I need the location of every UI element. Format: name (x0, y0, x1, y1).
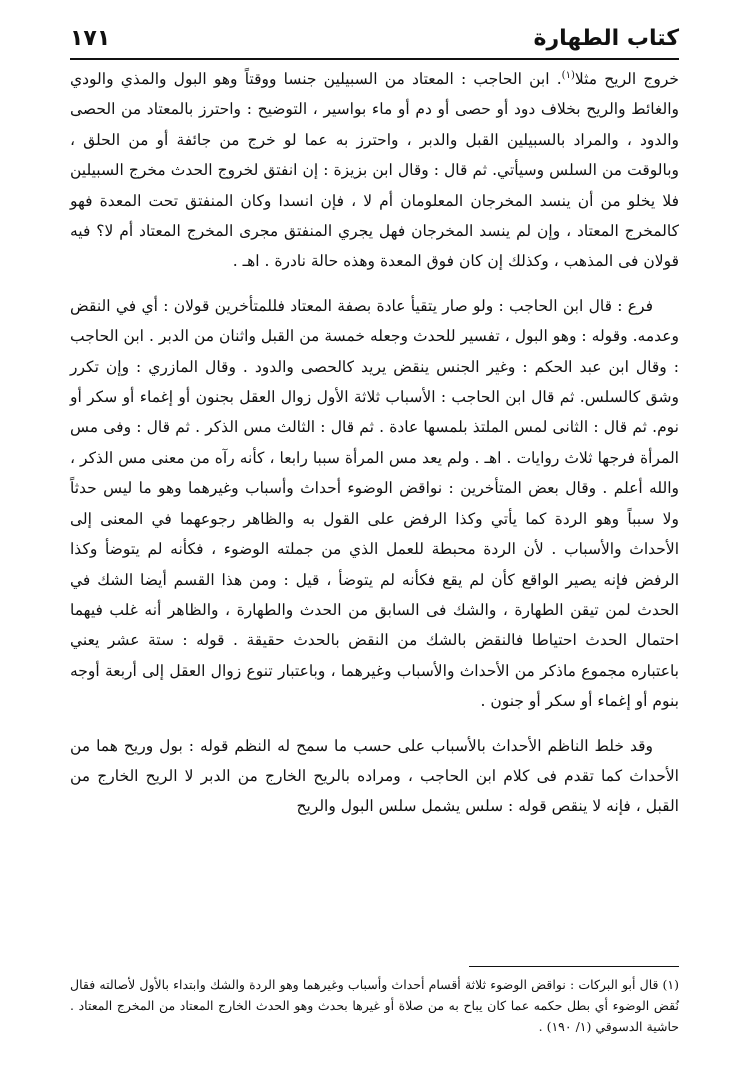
paragraph-3: وقد خلط الناظم الأحداث بالأسباب على حسب ما سمح له النظم قوله : بول وريح هما من الأحداث كما تقدم فى كلام ابن الحاجب ، ومراده بالريح الخارج من الدبر لا الريح الخارج من القبل ، فإنه لا ينقص قوله : سلس يشمل سلس البول والريح (70, 736, 679, 816)
paragraph-2: فرع : قال ابن الحاجب : ولو صار يتقيأ عادة بصفة المعتاد فللمتأخرين قولان : أي في النقض وعدمه. وقوله : وهو البول ، تفسير للحدث وجعله خمسة من القبل واثنان من الدبر . ابن الحاجب : وقال ابن عبد الحكم : وغير الجنس ينقض يريد كالحصى والدود . وقال المازري : وإن تكرر وشق كالسلس. ثم قال ابن الحاجب : الأسباب ثلاثة الأول زوال العقل بجنون أو إغماء أو سكر أو نوم. ثم قال : الثانى لمس الملتذ بلمسها عادة . ثم قال : الثالث مس الذكر . ثم قال : وفى مس المرأة فرجها ثلاث روايات . اهـ . ولم يعد مس المرأة سببا رابعا ، كأنه رآه من معنى مس الذكر ، والله أعلم . وقال بعض المتأخرين : نواقض الوضوء أحداث وأسباب وغيرهما وهو ما ليس حدثاً ولا سبباً وهو الردة كما يأتي وكذا الرفض على القول به والظاهر رجوعهما في المعنى إلى الأحداث والأسباب . لأن الردة محبطة للعمل الذي من جملته الوضوء ، فكأنه لم يتوضأ وكذا الرفض فإنه يصير الواقع كأن لم يقع فكأنه لم يتوضأ ، قيل : ومن هذا القسم أيضا الشك في الحدث لمن تيقن الطهارة ، والشك فى السابق من الحدث والطهارة ، والظاهر أنه غلب فيهما احتمال الحدث احتياطا فالنقض بالشك من النقض بالحدث حقيقة . قوله : ستة عشر يعني باعتباره مجموع ماذكر من الأحداث والأسباب وغيرهما ، وباعتبار تنوع زوال العقل إلى أربعة أوجه بنوم أو إغماء أو سكر أو جنون . (70, 296, 679, 711)
page-number: ١٧١ (70, 26, 111, 51)
page-header (70, 22, 679, 60)
paragraph-1-lead: خروج الريح مثلا (574, 70, 679, 88)
footnote-divider (469, 966, 679, 967)
footnote-reference[interactable]: (١) (561, 69, 575, 81)
running-title: كتاب الطهارة (533, 26, 679, 51)
footnote (70, 974, 679, 1037)
main-text (70, 64, 679, 822)
paragraph-1 (70, 64, 679, 277)
footnote-text: قال أبو البركات : نواقض الوضوء ثلاثة أقسام أحداث وأسباب وغيرهما وهو الردة والشك وابتداء بالأول لأصالته فقال نُقض الوضوء أي بطل حكمه عما كان يباح به من صلاة أو غيرها بحدث وهو الحدث الخارج المعتاد من المخرج المعتاد . حاشية الدسوقي (١/ ١٩٠) . (70, 977, 679, 1034)
footnote-number: (١) (662, 977, 679, 992)
paragraph-1-text: . ابن الحاجب : المعتاد من السبيلين جنسا ووقتاً وهو البول والمذي والودي والغائط والريح بخلاف دود أو حصى أو دم أو ماء بواسير ، التوضيح : واحترز بالمعتاد من الحصى والدود ، والمراد بالسبيلين القبل والدبر ، واحترز به عما لو خرج من جائفة أو من الحلق ، وبالوقت من السلس وسيأتي. ثم قال : وقال ابن بزيزة : إن انفتق لخروج الحدث مخرج السبيلين فلا يخلو من أن ينسد المخرجان المعلومان أم لا ، فإن انسدا وكان المنفتق تحت المعدة فهو كالمخرج المعتاد ، وإن لم ينسد المخرجان فهل يجري المنفتق مجرى المخرج المعتاد أم لا؟ فيه قولان فى المذهب ، وكذلك إن كان فوق المعدة وهذه حالة نادرة . اهـ . (70, 70, 679, 271)
